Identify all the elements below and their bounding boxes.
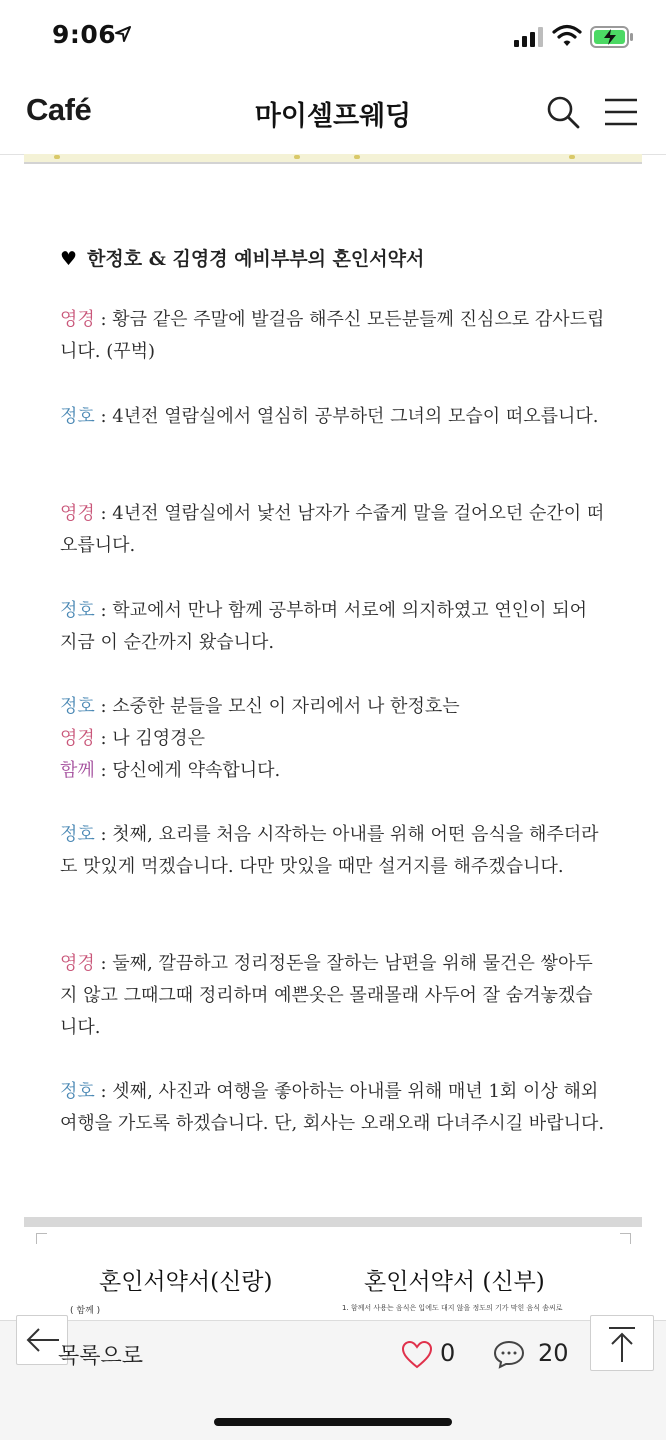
battery-charging-icon: [590, 25, 634, 49]
speaker-separator: :: [94, 1081, 113, 1102]
speaker-label: 영경: [60, 953, 95, 974]
scroll-top-button[interactable]: [590, 1315, 654, 1371]
article-content: [0, 154, 666, 1320]
speaker-separator: :: [94, 696, 113, 717]
speaker-separator: :: [94, 760, 113, 781]
speaker-separator: :: [94, 503, 113, 524]
status-bar: [0, 0, 666, 72]
speaker-label: 함께: [60, 760, 95, 781]
speaker-label: 영경: [60, 503, 95, 524]
vow-paragraph: [60, 1076, 608, 1140]
wifi-icon: [552, 24, 582, 48]
speaker-label: 정호: [60, 1081, 95, 1102]
vow-text: 소중한 분들을 모신 이 자리에서 나 한정호는: [112, 696, 460, 717]
vow-text: 4년전 열람실에서 열심히 공부하던 그녀의 모습이 떠오릅니다.: [112, 406, 599, 427]
heart-icon: ♥: [60, 248, 78, 270]
vow-text: 셋째, 사진과 여행을 좋아하는 아내를 위해 매년 1회 이상 해외여행을 가도록 하겠습니다. 단, 회사는 오래오래 다녀주시길 바랍니다.: [60, 1081, 605, 1134]
speaker-separator: :: [94, 824, 113, 845]
search-icon[interactable]: [545, 94, 581, 130]
home-indicator-area: [0, 1390, 666, 1440]
vow-paragraph: [60, 691, 608, 787]
speaker-label: 영경: [60, 728, 95, 749]
speaker-label: 정호: [60, 600, 95, 621]
cafe-logo[interactable]: Café: [26, 92, 92, 127]
vow-paragraph: [60, 948, 608, 1044]
speaker-label: 정호: [60, 824, 95, 845]
vow-heading-text: 한정호 & 김영경 예비부부의 혼인서약서: [87, 248, 425, 270]
menu-icon[interactable]: [603, 96, 639, 128]
home-indicator[interactable]: [214, 1418, 452, 1426]
cafe-title[interactable]: 마이셀프웨딩: [254, 101, 412, 132]
vow-text: 황금 같은 주말에 발걸음 해주신 모든분들께 진심으로 감사드립니다. (꾸벅): [60, 309, 605, 362]
vow-line: [60, 723, 608, 755]
vow-paragraph: [60, 304, 608, 368]
bride-form-text: 1. 함께서 사용는 음식은 입에도 대지 않을 정도의 기가 막힌 음식 솜씨로: [342, 1304, 563, 1312]
location-arrow-icon: [115, 26, 131, 42]
vow-paragraph: [60, 498, 608, 562]
speaker-separator: :: [94, 600, 113, 621]
speaker-separator: :: [94, 953, 113, 974]
speaker-label: 정호: [60, 406, 95, 427]
vow-line: [60, 755, 608, 787]
comment-count: 20: [538, 1339, 569, 1367]
crop-mark: [620, 1233, 631, 1244]
app-header: [0, 72, 666, 155]
bride-form-title: 혼인서약서 (신부): [364, 1269, 545, 1295]
clock-time: 9:06: [52, 20, 117, 49]
vow-heading: [60, 244, 424, 271]
speaker-label: 영경: [60, 309, 95, 330]
speaker-separator: :: [94, 728, 113, 749]
speaker-separator: :: [94, 406, 113, 427]
comment-icon[interactable]: [493, 1339, 525, 1369]
bottom-toolbar: [0, 1320, 666, 1391]
vow-paragraph: [60, 819, 608, 883]
vow-forms-image: [24, 1227, 642, 1320]
like-count: 0: [440, 1339, 456, 1367]
speaker-label: 정호: [60, 696, 95, 717]
image-divider: [24, 1217, 642, 1227]
vow-text: 4년전 열람실에서 낯선 남자가 수줍게 말을 걸어오던 순간이 떠오릅니다.: [60, 503, 605, 556]
vow-text: 학교에서 만나 함께 공부하며 서로에 의지하였고 연인이 되어 지금 이 순간까지 왔습니다.: [60, 600, 588, 653]
vow-document-image: [24, 164, 642, 1219]
vow-paragraph: [60, 401, 608, 433]
groom-form-text: ( 함께 ): [70, 1306, 101, 1316]
heart-outline-icon[interactable]: [402, 1341, 432, 1369]
signal-icon: [514, 27, 544, 47]
vow-text: 둘째, 깔끔하고 정리정돈을 잘하는 남편을 위해 물건은 쌓아두지 않고 그때그때 정리하며 예쁜옷은 몰래몰래 사두어 잘 숨겨놓겠습니다.: [60, 953, 593, 1038]
crop-mark: [36, 1233, 47, 1244]
vow-text: 나 김영경은: [112, 728, 205, 749]
groom-form-title: 혼인서약서(신랑): [99, 1269, 273, 1295]
back-to-list-label[interactable]: 목록으로: [58, 1344, 144, 1369]
image-edge-strip: [24, 154, 642, 164]
arrow-up-icon: [591, 1316, 653, 1370]
vow-line: [60, 691, 608, 723]
speaker-separator: :: [94, 309, 113, 330]
vow-text: 당신에게 약속합니다.: [112, 760, 281, 781]
vow-text: 첫째, 요리를 처음 시작하는 아내를 위해 어떤 음식을 해주더라도 맛있게 먹겠습니다. 다만 맛있을 때만 설거지를 해주겠습니다.: [60, 824, 599, 877]
vow-paragraph: [60, 595, 608, 659]
